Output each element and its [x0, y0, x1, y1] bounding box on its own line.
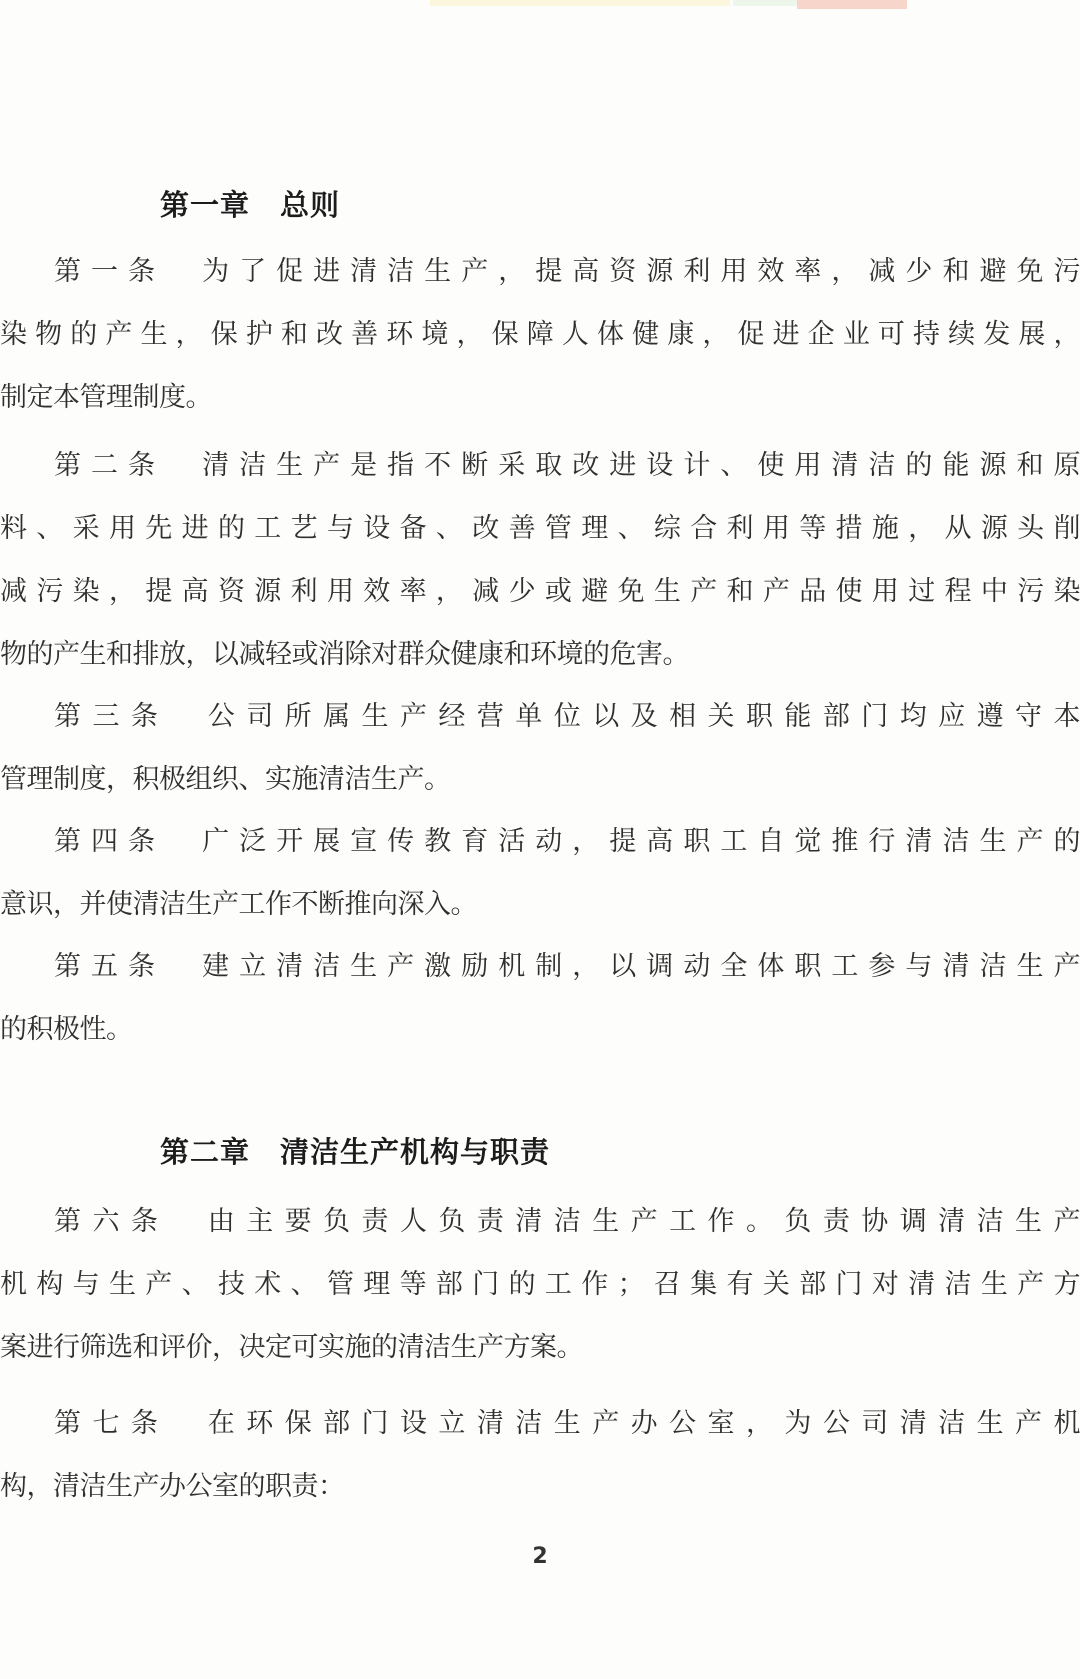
article-5-line-1: 第五条 建立清洁生产激励机制，以调动全体职工参与清洁生产 — [54, 951, 1080, 981]
chapter-1-heading: 第一章 总则 — [160, 190, 341, 222]
article-7-line-1: 第七条 在环保部门设立清洁生产办公室，为公司清洁生产机 — [54, 1408, 1080, 1438]
article-5-paragraph — [0, 935, 1080, 1061]
page-number: 2 — [532, 1544, 548, 1569]
article-4-paragraph — [0, 810, 1080, 936]
article-2-line-2: 料、采用先进的工艺与设备、改善管理、综合利用等措施，从源头削 — [0, 513, 1080, 543]
article-6-line-1: 第六条 由主要负责人负责清洁生产工作。负责协调清洁生产 — [54, 1206, 1080, 1236]
article-4-line-1: 第四条 广泛开展宣传教育活动，提高职工自觉推行清洁生产的 — [54, 826, 1080, 856]
article-1-line-3: 制定本管理制度。 — [0, 382, 212, 412]
chapter-2-heading: 第二章 清洁生产机构与职责 — [160, 1137, 551, 1169]
article-5-line-2: 的积极性。 — [0, 1014, 133, 1044]
scan-artifact-pink — [797, 0, 907, 9]
article-4-line-2: 意识，并使清洁生产工作不断推向深入。 — [0, 889, 477, 919]
article-1-paragraph — [0, 240, 1080, 429]
article-7-paragraph — [0, 1392, 1080, 1518]
article-7-line-2: 构，清洁生产办公室的职责： — [0, 1471, 345, 1501]
article-6-line-3: 案进行筛选和评价，决定可实施的清洁生产方案。 — [0, 1332, 583, 1362]
article-3-line-2: 管理制度，积极组织、实施清洁生产。 — [0, 764, 451, 794]
article-3-paragraph — [0, 685, 1080, 811]
article-6-line-2: 机构与生产、技术、管理等部门的工作；召集有关部门对清洁生产方 — [0, 1269, 1080, 1299]
article-3-line-1: 第三条 公司所属生产经营单位以及相关职能部门均应遵守本 — [54, 701, 1080, 731]
article-1-line-1: 第一条 为了促进清洁生产，提高资源利用效率，减少和避免污 — [54, 256, 1080, 286]
article-2-line-1: 第二条 清洁生产是指不断采取改进设计、使用清洁的能源和原 — [54, 450, 1080, 480]
article-1-line-2: 染物的产生，保护和改善环境，保障人体健康，促进企业可持续发展， — [0, 319, 1080, 349]
article-6-paragraph — [0, 1190, 1080, 1379]
article-2-line-3: 减污染，提高资源利用效率，减少或避免生产和产品使用过程中污染 — [0, 576, 1080, 606]
article-2-line-4: 物的产生和排放，以减轻或消除对群众健康和环境的危害。 — [0, 639, 689, 669]
scan-artifact-green — [733, 0, 797, 6]
article-2-paragraph — [0, 434, 1080, 686]
scan-artifact-yellow — [430, 0, 730, 6]
